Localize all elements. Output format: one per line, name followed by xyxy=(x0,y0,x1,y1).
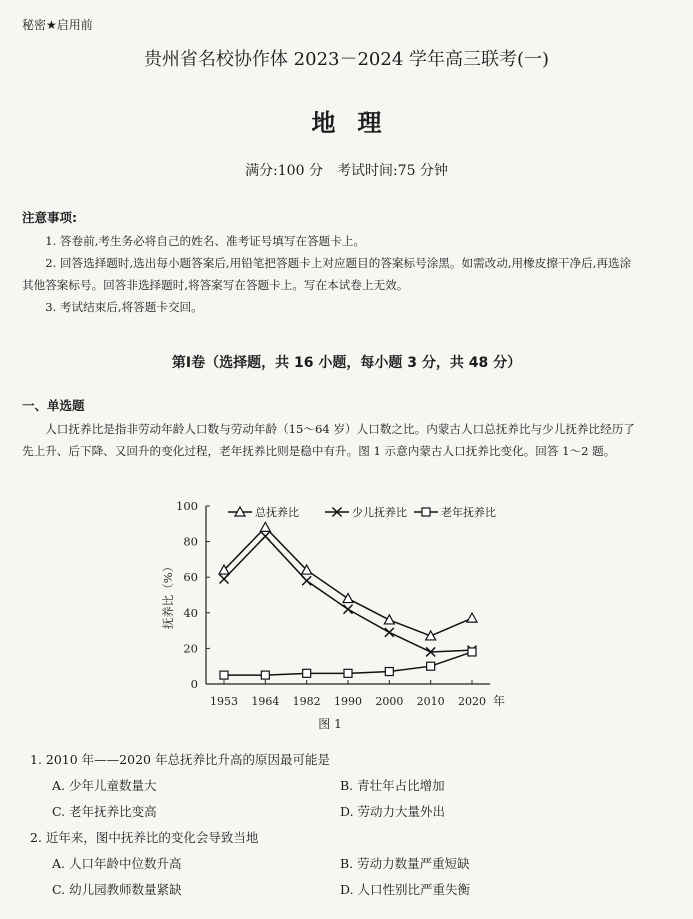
question-1-stem: 1. 2010 年——2020 年总抚养比升高的原因最可能是 xyxy=(30,752,330,767)
notes-list xyxy=(22,230,640,318)
data-point xyxy=(220,671,228,679)
note-item: 2. 回答选择题时,选出每小题答案后,用铅笔把答题卡上对应题目的答案标号涂黑。如需改动,用橡皮擦干净后,再选涂其他答案标号。回答非选择题时,将答案写在答题卡上。写在本试卷上无效。 xyxy=(22,256,632,292)
question-intro: 人口抚养比是指非劳动年龄人口数与劳动年龄（15～64 岁）人口数之比。内蒙古人口总抚养比与少儿抚养比经历了先上升、后下降、又回升的变化过程，老年抚养比则是稳中有升。图 1 示意内蒙古人口抚养比变化。回答 1～2 题。 xyxy=(22,422,635,458)
exam-meta: 满分:100 分 考试时间:75 分钟 xyxy=(245,163,448,179)
data-point xyxy=(261,671,269,679)
section-title: 一、单选题 xyxy=(22,398,85,413)
data-point xyxy=(220,574,229,583)
question-2-stem: 2. 近年来，图中抚养比的变化会导致当地 xyxy=(30,830,259,845)
y-axis-label: 抚养比（%） xyxy=(161,560,175,630)
question-1-option-a[interactable]: A. 少年儿童数量大 xyxy=(52,778,157,793)
x-tick-label: 1964 xyxy=(251,695,280,708)
question-1-option-b[interactable]: B. 青壮年占比增加 xyxy=(340,778,445,793)
data-point xyxy=(344,605,353,614)
data-point xyxy=(427,662,435,670)
question-1-option-d[interactable]: D. 劳动力大量外出 xyxy=(340,804,446,819)
data-point xyxy=(261,532,270,541)
x-tick-label: 2020 xyxy=(458,695,486,708)
y-tick-label: 100 xyxy=(176,499,198,513)
data-point xyxy=(468,648,476,656)
x-axis-unit: 年 xyxy=(493,694,506,708)
data-point xyxy=(302,576,311,585)
data-point xyxy=(260,522,270,531)
question-2-option-c[interactable]: C. 幼儿园教师数量紧缺 xyxy=(52,882,182,897)
legend-label: 总抚养比 xyxy=(255,506,299,519)
data-point xyxy=(303,669,311,677)
x-tick-label: 1982 xyxy=(292,695,321,708)
note-item: 3. 考试结束后,将答题卡交回。 xyxy=(45,300,203,314)
legend-marker xyxy=(422,508,430,516)
y-tick-label: 40 xyxy=(183,605,198,620)
y-tick-label: 60 xyxy=(183,570,198,585)
y-tick-label: 0 xyxy=(190,677,198,691)
question-2-option-a[interactable]: A. 人口年龄中位数升高 xyxy=(52,856,182,871)
chart-caption: 图 1 xyxy=(318,717,342,731)
legend-label: 老年抚养比 xyxy=(441,506,496,519)
data-point xyxy=(344,669,352,677)
x-tick-label: 2000 xyxy=(375,695,404,708)
question-1-option-c[interactable]: C. 老年抚养比变高 xyxy=(52,804,157,819)
data-point xyxy=(343,594,353,603)
x-tick-label: 1990 xyxy=(334,695,362,708)
data-point xyxy=(467,613,477,622)
confidential-label: 秘密★启用前 xyxy=(22,18,93,32)
series-line xyxy=(224,527,472,636)
y-tick-label: 80 xyxy=(183,534,198,549)
note-item: 1. 答卷前,考生务必将自己的姓名、准考证号填写在答题卡上。 xyxy=(45,234,366,248)
data-point xyxy=(384,615,394,624)
data-point xyxy=(385,628,394,637)
notes-title: 注意事项: xyxy=(22,210,77,225)
x-tick-label: 1953 xyxy=(210,695,238,708)
question-2-option-d[interactable]: D. 人口性别比严重失衡 xyxy=(340,882,471,897)
x-tick-label: 2010 xyxy=(416,695,445,708)
legend-label: 少儿抚养比 xyxy=(352,506,407,519)
y-tick-label: 20 xyxy=(183,641,198,656)
data-point xyxy=(385,668,393,676)
subject-title: 地理 xyxy=(311,108,404,137)
exam-title: 贵州省名校协作体 2023－2024 学年高三联考(一) xyxy=(143,49,550,70)
question-2-option-b[interactable]: B. 劳动力数量严重短缺 xyxy=(340,856,470,871)
data-point xyxy=(426,631,436,640)
dependency-ratio-chart xyxy=(150,498,520,736)
part-title: 第Ⅰ卷（选择题，共 16 小题，每小题 3 分，共 48 分） xyxy=(171,355,522,371)
